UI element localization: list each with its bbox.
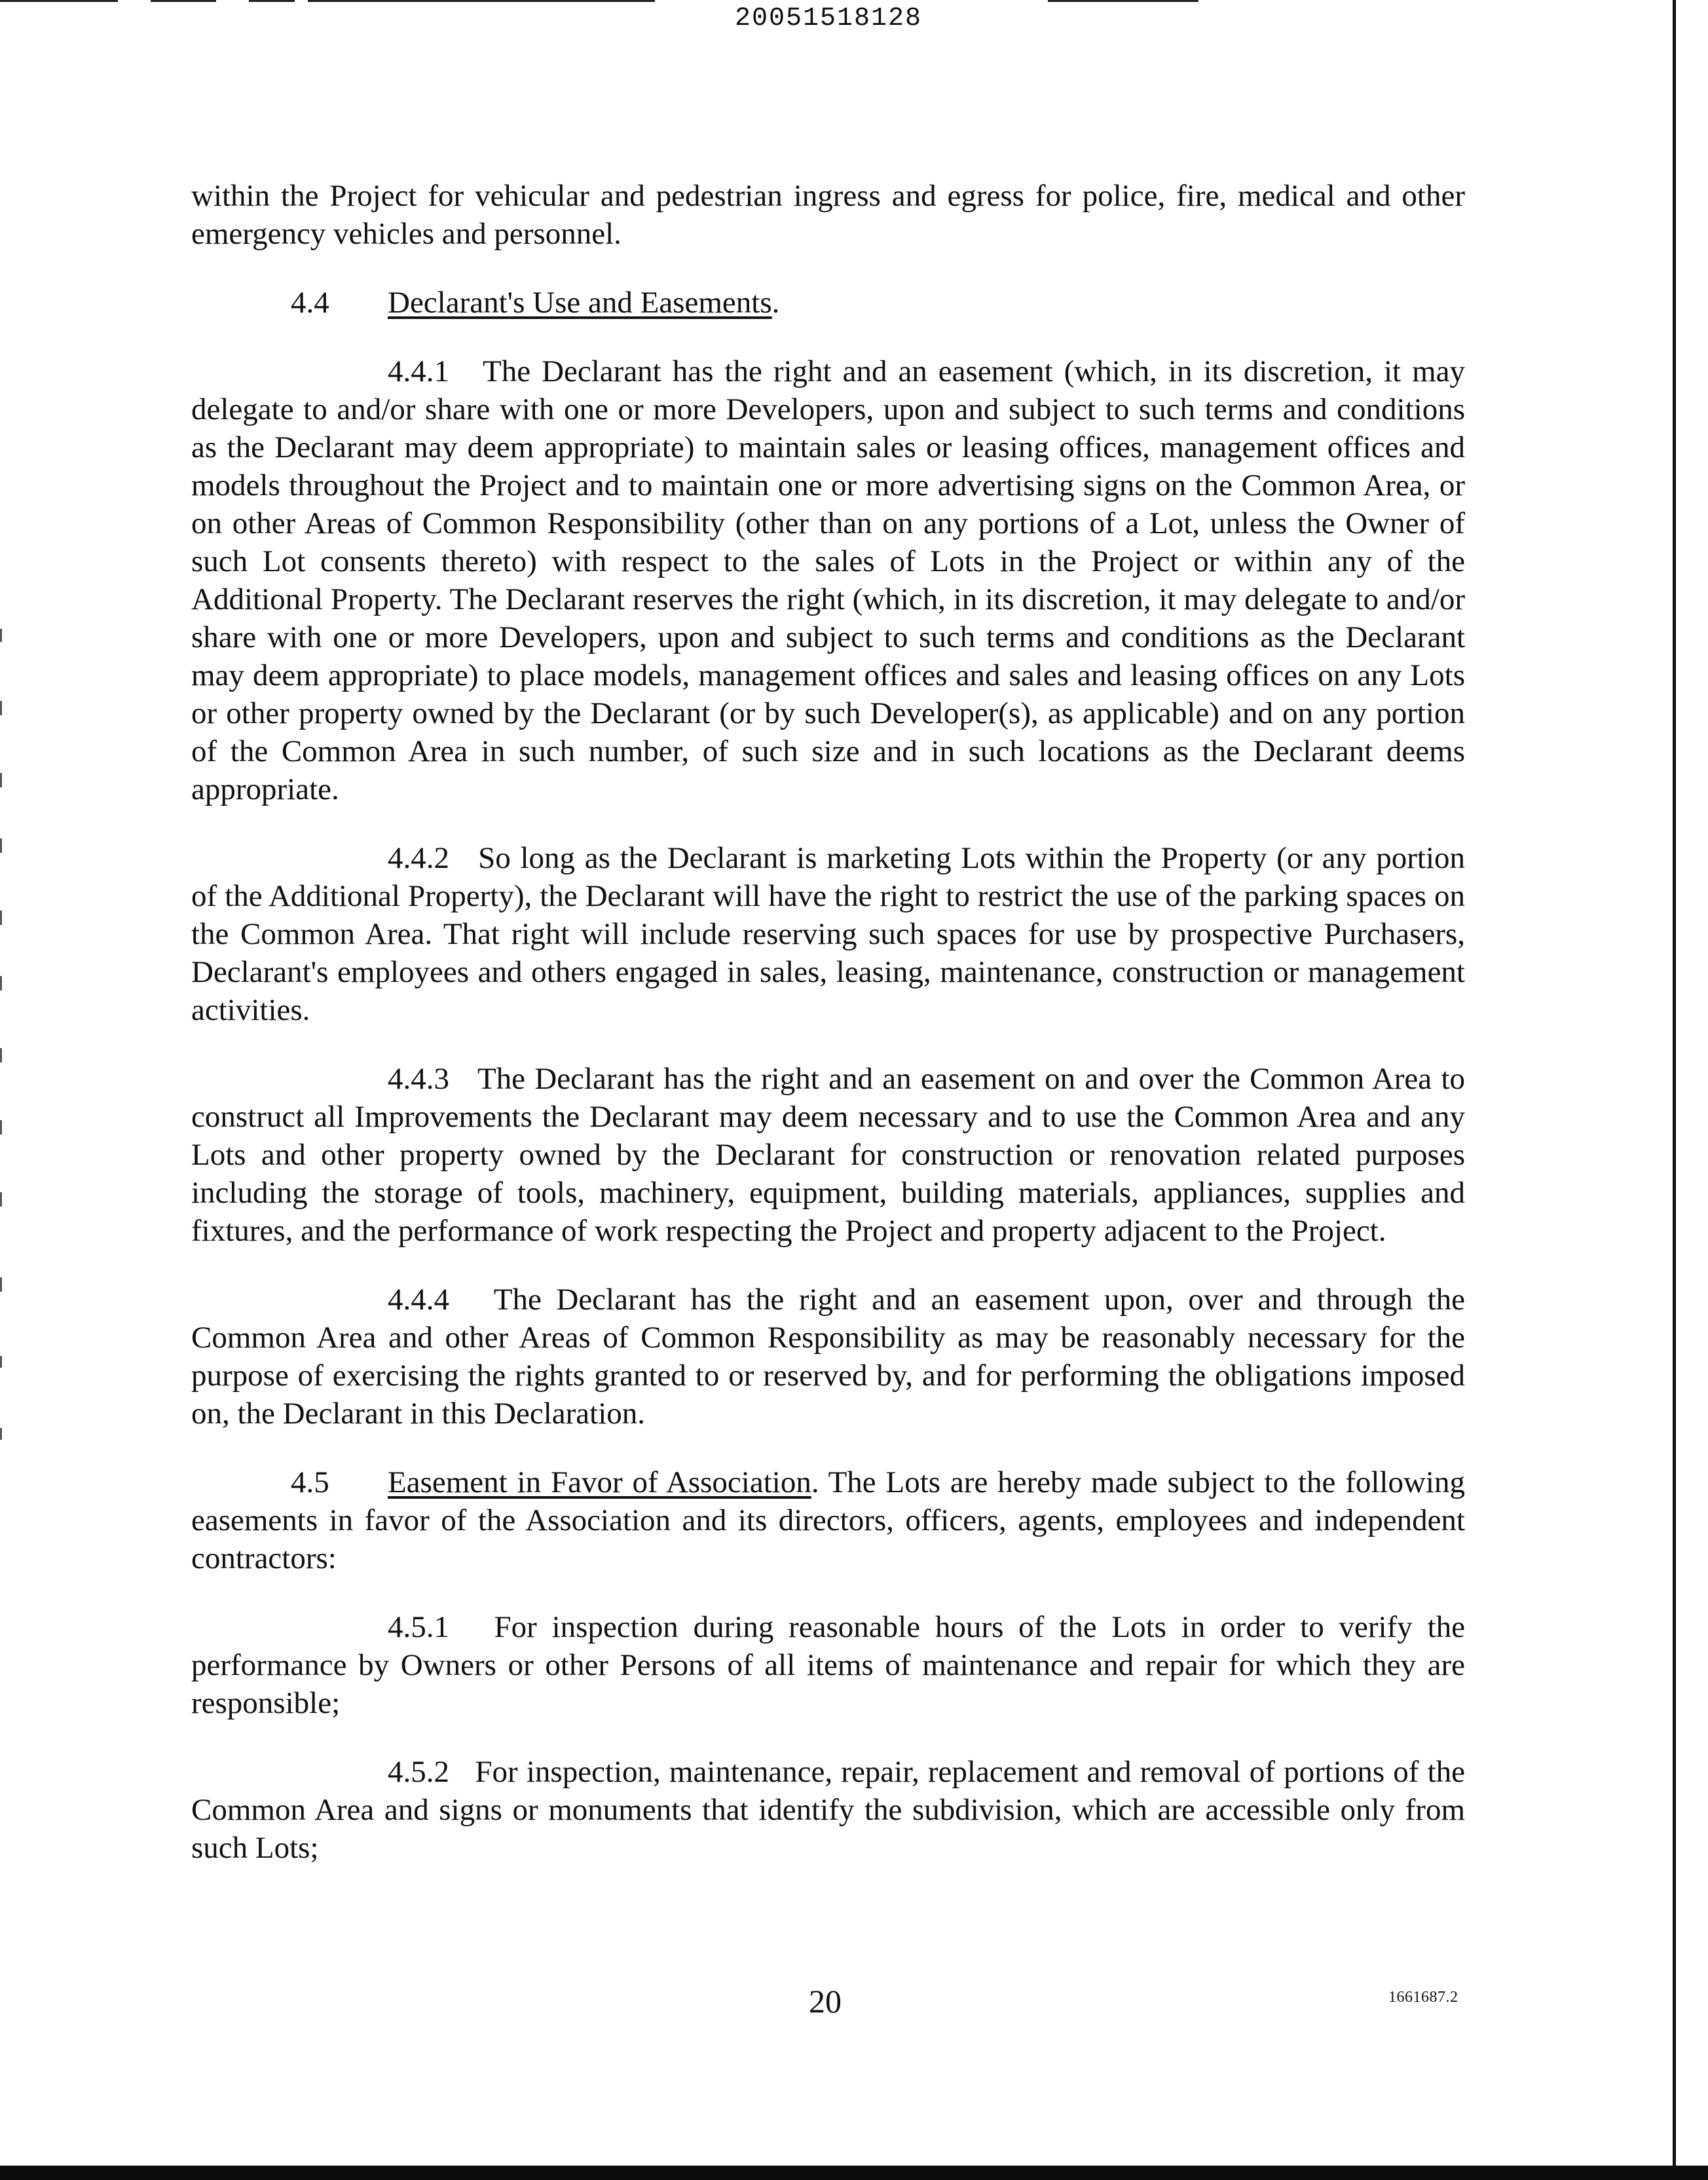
section-number: 4.5.1 bbox=[388, 1610, 449, 1644]
scan-mark bbox=[0, 1192, 2, 1207]
scan-mark bbox=[0, 701, 2, 715]
section-title: Easement in Favor of Association bbox=[388, 1465, 811, 1499]
scan-mark bbox=[0, 911, 2, 925]
section-4-4-2 bbox=[191, 839, 1465, 1029]
section-4-5-2 bbox=[191, 1753, 1465, 1867]
section-text: For inspection, maintenance, repair, replacement and removal of portions of the Common Area and signs or monuments that identify the subdivision, which are accessible only from such Lots; bbox=[191, 1755, 1465, 1865]
section-number: 4.5 bbox=[291, 1465, 329, 1499]
page-number: 20 bbox=[809, 1983, 842, 2020]
section-title-period: . bbox=[771, 286, 780, 320]
section-number: 4.4.3 bbox=[388, 1062, 449, 1096]
scan-mark bbox=[0, 1356, 2, 1368]
section-number: 4.4.1 bbox=[388, 354, 449, 388]
section-4-5-1 bbox=[191, 1608, 1465, 1722]
section-text: The Declarant has the right and an easement (which, in its discretion, it may delegate to and/or share with one or more Developers, upon and subject to such terms and conditions as the Declarant may deem appropriate) to maintain sales or leasing offices, management offices and models throughout the Project and to maintain one or more advertising signs on the Common Area, or on other Areas of Common Responsibility (other than on any portions of a Lot, unless the Owner of such Lot consents thereto) with respect to the sales of Lots in the Project or within any of the Additional Property. The Declarant reserves the right (which, in its discretion, it may delegate to and/or share with one or more Developers, upon and subject to such terms and conditions as the Declarant may deem appropriate) to place models, management offices and sales and leasing offices on any Lots or other property owned by the Declarant (or by such Developer(s), as applicable) and on any portion of the Common Area in such number, of such size and in such locations as the Declarant deems appropriate. bbox=[191, 354, 1466, 806]
recording-number: 20051518128 bbox=[734, 4, 923, 33]
document-body bbox=[191, 177, 1465, 1898]
section-text: The Declarant has the right and an easement upon, over and through the Common Area and other Areas of Common Responsibility as may be reasonably necessary for the purpose of exercising the rights granted to or reserved by, and for performing the obligations imposed on, the Declarant in this Declaration. bbox=[191, 1283, 1466, 1431]
section-number: 4.4.2 bbox=[388, 841, 449, 875]
scan-rule bbox=[308, 0, 655, 2]
scan-rule bbox=[0, 0, 118, 2]
scan-mark bbox=[0, 1428, 2, 1440]
section-text: The Declarant has the right and an easement on and over the Common Area to construct all Improvements the Declarant may deem necessary and to use the Common Area and any Lots and other property owned by the Declarant for construction or renovation related purposes including the storage of tools, machinery, equipment, building materials, appliances, supplies and fixtures, and the performance of work respecting the Project and property adjacent to the Project. bbox=[191, 1062, 1466, 1248]
section-4-4-3 bbox=[191, 1060, 1465, 1250]
scan-mark bbox=[0, 1048, 2, 1062]
scan-mark bbox=[0, 629, 2, 642]
section-4-4-heading bbox=[191, 284, 1465, 322]
paragraph-continuation: within the Project for vehicular and pedestrian ingress and egress for police, fire, medical and other emergency vehicles and personnel. bbox=[191, 179, 1465, 251]
section-text: So long as the Declarant is marketing Lots within the Property (or any portion of the Additional Property), the Declarant will have the right to restrict the use of the parking spaces on the Common Area. That right will include reserving such spaces for use by prospective Purchasers, Declarant's employees and others engaged in sales, leasing, maintenance, construction or management activities. bbox=[191, 841, 1466, 1027]
section-4-4-1 bbox=[191, 352, 1465, 808]
scan-rule bbox=[1048, 0, 1198, 2]
section-4-5 bbox=[191, 1463, 1465, 1577]
scan-mark bbox=[0, 1277, 2, 1292]
scan-rule bbox=[151, 0, 216, 2]
scan-mark bbox=[0, 1120, 2, 1135]
section-text: For inspection during reasonable hours of the Lots in order to verify the performance by Owners or other Persons of all items of maintenance and repair for which they are responsible; bbox=[191, 1610, 1466, 1720]
section-number: 4.4 bbox=[291, 286, 329, 320]
document-reference: 1661687.2 bbox=[1388, 1989, 1458, 2006]
scan-mark bbox=[0, 773, 2, 787]
scan-bottom-border bbox=[0, 2166, 1708, 2180]
section-4-4-4 bbox=[191, 1281, 1465, 1433]
scan-mark bbox=[0, 838, 2, 853]
scan-rule bbox=[249, 0, 295, 2]
section-text: . The Lots are hereby made subject to the following easements in favor of the Association and its directors, officers, agents, employees and independent contractors: bbox=[191, 1465, 1465, 1575]
section-number: 4.4.4 bbox=[388, 1283, 449, 1317]
section-number: 4.5.2 bbox=[388, 1755, 449, 1789]
scan-right-border bbox=[1673, 0, 1708, 2180]
section-title: Declarant's Use and Easements bbox=[388, 286, 772, 320]
scan-mark bbox=[0, 976, 2, 990]
